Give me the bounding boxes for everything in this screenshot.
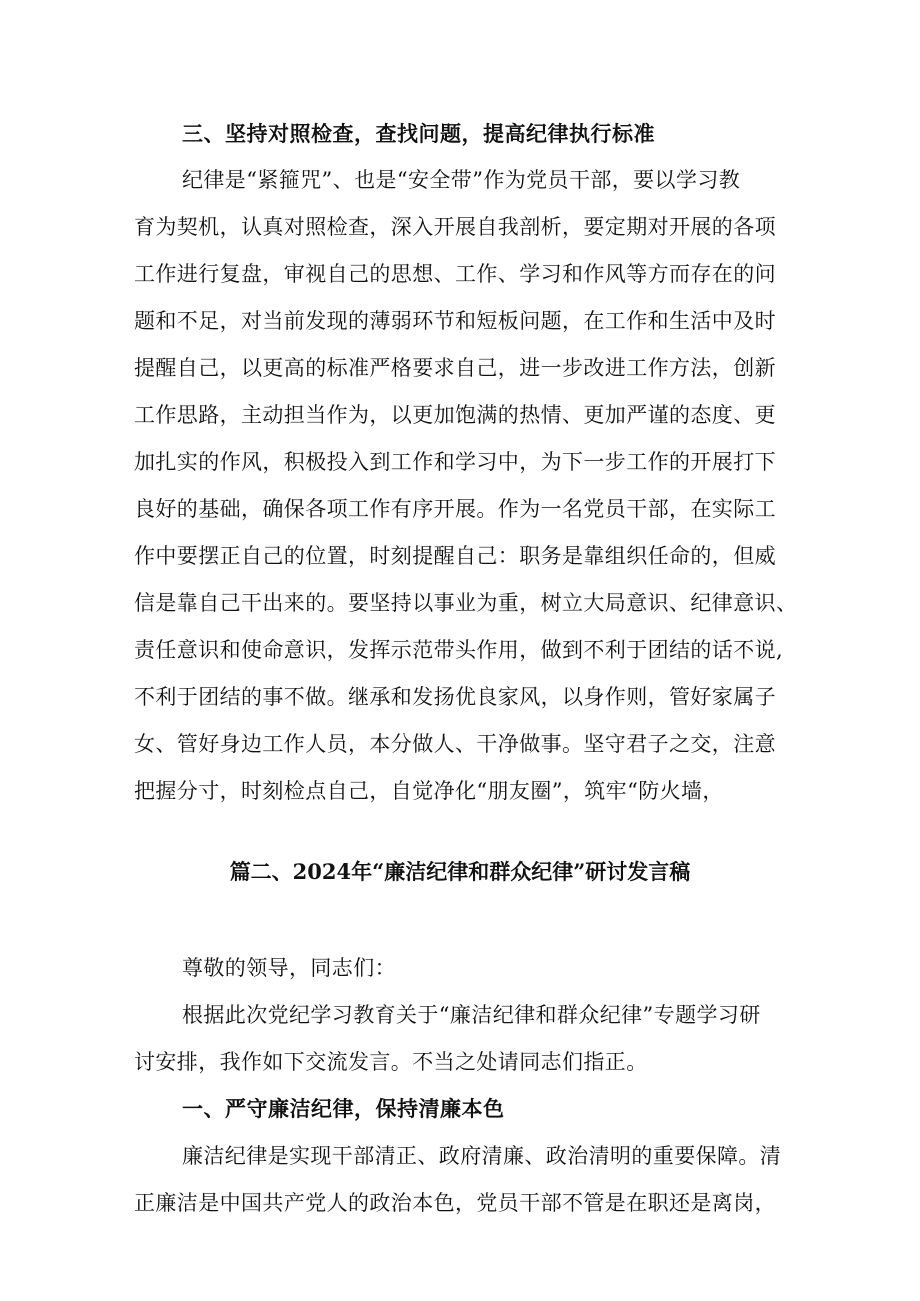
section-heading: 三、坚持对照检查，查找问题，提高纪律执行标准 (182, 121, 655, 146)
paragraph-line: 正廉洁是中国共产党人的政治本色，党员干部不管是在职还是离岗， (134, 1191, 776, 1215)
paragraph-line: 讨安排，我作如下交流发言。不当之处请同志们指正。 (134, 1050, 648, 1074)
paragraph-line: 女、管好身边工作人员，本分做人、干净做事。坚守君子之交，注意 (134, 732, 776, 756)
paragraph-line: 提醒自己，以更高的标准严格要求自己，进一步改进工作方法，创新 (134, 356, 776, 380)
paragraph-line: 把握分寸，时刻检点自己，自觉净化“朋友圈”，筑牢“防火墙， (134, 779, 724, 803)
paragraph-line: 不利于团结的事不做。继承和发扬优良家风，以身作则，管好家属子 (134, 685, 776, 709)
paragraph-line: 根据此次党纪学习教育关于“廉洁纪律和群众纪律”专题学习研 (182, 1003, 761, 1027)
paragraph-line: 工作思路，主动担当作为，以更加饱满的热情、更加严谨的态度、更 (134, 403, 776, 427)
salutation: 尊敬的领导，同志们： (182, 956, 396, 980)
paragraph-line: 作中要摆正自己的位置，时刻提醒自己：职务是靠组织任命的，但威 (134, 544, 776, 568)
paragraph-line: 工作进行复盘，审视自己的思想、工作、学习和作风等方而存在的问 (134, 262, 776, 286)
paragraph-line: 廉洁纪律是实现干部清正、政府清廉、政治清明的重要保障。清 (182, 1144, 782, 1168)
paragraph-line: 责任意识和使命意识，发挥示范带头作用，做到不利于团结的话不说, (134, 638, 784, 662)
paragraph-line: 纪律是“紧箍咒”、也是“安全带”作为党员干部，要以学习教 (182, 168, 741, 192)
article-title: 篇二、2024年“廉洁纪律和群众纪律”研讨发言稿 (229, 859, 691, 884)
section-heading: 一、严守廉洁纪律，保持清廉本色 (182, 1096, 505, 1121)
paragraph-line: 题和不足，对当前发现的薄弱环节和短板问题，在工作和生活中及时 (134, 309, 776, 333)
paragraph-line: 加扎实的作风，积极投入到工作和学习中，为下一步工作的开展打下 (134, 450, 776, 474)
paragraph-line: 育为契机，认真对照检查，深入开展自我剖析，要定期对开展的各项 (134, 215, 776, 239)
paragraph-line: 良好的基础，确保各项工作有序开展。作为一名党员干部，在实际工 (134, 497, 776, 521)
paragraph-line: 信是靠自己干出来的。要坚持以事业为重，树立大局意识、纪律意识、 (134, 591, 798, 615)
